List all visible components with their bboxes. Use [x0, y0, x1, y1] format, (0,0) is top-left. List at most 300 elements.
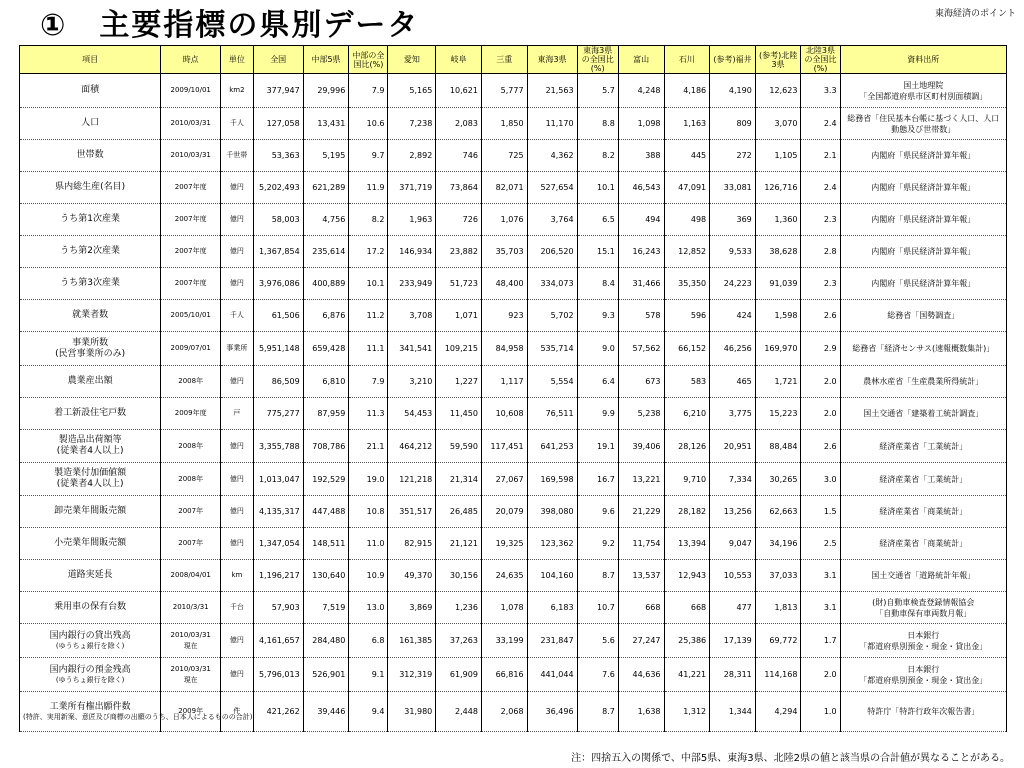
column-header: 単位 [221, 46, 254, 74]
row-value-cell: 398,080 [527, 496, 577, 528]
table-row [20, 592, 1007, 624]
row-value-cell: 59,590 [436, 430, 482, 463]
row-value-cell: 5.7 [577, 74, 618, 108]
column-header: 中部5県 [303, 46, 349, 74]
table-row [20, 692, 1007, 732]
row-item-label: 工業所有権出願件数 [49, 702, 131, 712]
row-value-cell: 35,350 [664, 268, 710, 300]
row-value-cell: 494 [618, 204, 664, 236]
row-value-cell: 6,210 [664, 398, 710, 430]
row-value-cell: 1,813 [755, 592, 801, 624]
table-row [20, 300, 1007, 332]
row-value-cell: 1.5 [801, 496, 840, 528]
row-value-cell: 746 [436, 140, 482, 172]
row-item-label: 国内銀行の預金残高 [49, 665, 131, 675]
row-value-cell: 28,311 [710, 658, 756, 692]
row-value-cell: 13,256 [710, 496, 756, 528]
row-value-cell: 272 [710, 140, 756, 172]
column-header: (参考)福井 [710, 46, 756, 74]
row-value-cell: 2.1 [801, 140, 840, 172]
table-row [20, 172, 1007, 204]
row-value-cell: 34,196 [755, 528, 801, 560]
row-value-cell: 33,199 [481, 624, 527, 658]
indicator-table [19, 45, 1007, 732]
row-value-cell: 11,754 [618, 528, 664, 560]
row-item-label: 製造品出荷額等 (従業者4人以上) [56, 435, 124, 456]
row-value-cell: 2.5 [801, 528, 840, 560]
row-value-cell: 1,963 [388, 204, 436, 236]
table-row [20, 332, 1007, 366]
row-value-cell: 206,520 [527, 236, 577, 268]
row-value-cell: 5,195 [303, 140, 349, 172]
row-value-cell: 7,238 [388, 108, 436, 140]
row-value-cell: 312,319 [388, 658, 436, 692]
row-item-label: 国内銀行の貸出残高 [49, 631, 131, 641]
row-value-cell: 5,951,148 [253, 332, 303, 366]
row-value-cell: 66,152 [664, 332, 710, 366]
row-value-cell: 66,816 [481, 658, 527, 692]
row-value-cell: 19,325 [481, 528, 527, 560]
row-value-cell: 4,756 [303, 204, 349, 236]
row-item-cell [20, 300, 161, 332]
row-item-label: 世帯数 [76, 150, 104, 160]
table-row [20, 463, 1007, 496]
table-row [20, 74, 1007, 108]
row-value-cell: 1,076 [481, 204, 527, 236]
row-value-cell: 6,183 [527, 592, 577, 624]
row-source-cell: 内閣府「県民経済計算年報」 [840, 268, 1006, 300]
column-header: 項目 [20, 46, 161, 74]
row-value-cell: 146,934 [388, 236, 436, 268]
row-value-cell: 25,386 [664, 624, 710, 658]
row-value-cell: 114,168 [755, 658, 801, 692]
row-value-cell: 31,466 [618, 268, 664, 300]
row-unit-cell: km2 [221, 74, 254, 108]
table-row [20, 204, 1007, 236]
row-value-cell: 6.4 [577, 366, 618, 398]
row-item-label: 卸売業年間販売額 [54, 506, 127, 516]
row-value-cell: 169,970 [755, 332, 801, 366]
row-unit-cell: 千人 [221, 300, 254, 332]
row-value-cell: 62,663 [755, 496, 801, 528]
row-value-cell: 10.8 [349, 496, 388, 528]
row-item-label: 小売業年間販売額 [54, 538, 127, 548]
row-unit-cell: 億円 [221, 496, 254, 528]
row-value-cell: 3,976,086 [253, 268, 303, 300]
row-unit-cell: 億円 [221, 430, 254, 463]
row-value-cell: 3,775 [710, 398, 756, 430]
row-value-cell: 351,517 [388, 496, 436, 528]
row-value-cell: 29,996 [303, 74, 349, 108]
row-value-cell: 48,400 [481, 268, 527, 300]
row-value-cell: 117,451 [481, 430, 527, 463]
row-value-cell: 7.9 [349, 74, 388, 108]
row-value-cell: 2.0 [801, 658, 840, 692]
row-value-cell: 16.7 [577, 463, 618, 496]
row-value-cell: 61,909 [436, 658, 482, 692]
row-value-cell: 12,623 [755, 74, 801, 108]
row-value-cell: 6,810 [303, 366, 349, 398]
row-value-cell: 447,488 [303, 496, 349, 528]
row-value-cell: 33,081 [710, 172, 756, 204]
row-item-label: 県内総生産(名目) [55, 182, 126, 192]
row-value-cell: 465 [710, 366, 756, 398]
row-date-cell: 2007年 [161, 496, 221, 528]
row-value-cell: 6.5 [577, 204, 618, 236]
row-date-cell: 2008年 [161, 463, 221, 496]
row-value-cell: 21,314 [436, 463, 482, 496]
row-value-cell: 123,362 [527, 528, 577, 560]
row-value-cell: 2,068 [481, 692, 527, 732]
row-value-cell: 2,892 [388, 140, 436, 172]
row-value-cell: 400,889 [303, 268, 349, 300]
row-value-cell: 583 [664, 366, 710, 398]
row-value-cell: 5,202,493 [253, 172, 303, 204]
row-source-cell: 内閣府「県民経済計算年報」 [840, 204, 1006, 236]
row-value-cell: 8.8 [577, 108, 618, 140]
row-value-cell: 24,635 [481, 560, 527, 592]
row-value-cell: 1,105 [755, 140, 801, 172]
row-value-cell: 16,243 [618, 236, 664, 268]
column-header: 北陸3県の全国比(%) [801, 46, 840, 74]
row-value-cell: 37,033 [755, 560, 801, 592]
row-value-cell: 44,636 [618, 658, 664, 692]
row-value-cell: 35,703 [481, 236, 527, 268]
row-value-cell: 809 [710, 108, 756, 140]
row-value-cell: 39,446 [303, 692, 349, 732]
column-header: 時点 [161, 46, 221, 74]
row-value-cell: 2.6 [801, 430, 840, 463]
table-row [20, 496, 1007, 528]
row-value-cell: 57,903 [253, 592, 303, 624]
row-value-cell: 20,079 [481, 496, 527, 528]
row-item-cell [20, 108, 161, 140]
row-value-cell: 26,485 [436, 496, 482, 528]
table-row [20, 268, 1007, 300]
column-header: 中部の全国比(%) [349, 46, 388, 74]
row-value-cell: 3.3 [801, 74, 840, 108]
row-item-label: 道路実延長 [67, 570, 113, 580]
row-value-cell: 1,360 [755, 204, 801, 236]
row-source-cell: 内閣府「県民経済計算年報」 [840, 140, 1006, 172]
row-value-cell: 1,117 [481, 366, 527, 398]
row-value-cell: 1,013,047 [253, 463, 303, 496]
row-value-cell: 30,265 [755, 463, 801, 496]
row-value-cell: 192,529 [303, 463, 349, 496]
row-item-label: 就業者数 [72, 310, 109, 320]
row-value-cell: 3.1 [801, 592, 840, 624]
row-source-cell: 経済産業省「商業統計」 [840, 496, 1006, 528]
row-value-cell: 21,121 [436, 528, 482, 560]
row-value-cell: 1,367,854 [253, 236, 303, 268]
row-value-cell: 2.4 [801, 172, 840, 204]
row-unit-cell: 事業所 [221, 332, 254, 366]
table-row [20, 560, 1007, 592]
row-value-cell: 36,496 [527, 692, 577, 732]
row-value-cell: 13,537 [618, 560, 664, 592]
row-value-cell: 1,344 [710, 692, 756, 732]
row-item-cell [20, 268, 161, 300]
row-unit-cell: 億円 [221, 366, 254, 398]
row-value-cell: 15,223 [755, 398, 801, 430]
row-item-cell [20, 74, 161, 108]
row-value-cell: 4,248 [618, 74, 664, 108]
row-value-cell: 9.2 [577, 528, 618, 560]
row-value-cell: 2.4 [801, 108, 840, 140]
row-date-cell: 2007年度 [161, 268, 221, 300]
row-value-cell: 9.9 [577, 398, 618, 430]
row-value-cell: 5,238 [618, 398, 664, 430]
row-value-cell: 84,958 [481, 332, 527, 366]
row-value-cell: 10,553 [710, 560, 756, 592]
row-item-label: 人口 [81, 118, 100, 128]
row-date-cell: 2009/07/01 [161, 332, 221, 366]
row-value-cell: 21,563 [527, 74, 577, 108]
row-source-cell: 特許庁「特許行政年次報告書」 [840, 692, 1006, 732]
row-unit-cell: 億円 [221, 528, 254, 560]
row-value-cell: 11.3 [349, 398, 388, 430]
row-value-cell: 708,786 [303, 430, 349, 463]
row-value-cell: 5,702 [527, 300, 577, 332]
row-unit-cell: 千台 [221, 592, 254, 624]
row-value-cell: 13,221 [618, 463, 664, 496]
row-value-cell: 6.8 [349, 624, 388, 658]
row-value-cell: 10.1 [577, 172, 618, 204]
row-value-cell: 5,796,013 [253, 658, 303, 692]
row-value-cell: 7.9 [349, 366, 388, 398]
row-value-cell: 31,980 [388, 692, 436, 732]
row-value-cell: 161,385 [388, 624, 436, 658]
row-value-cell: 9.3 [577, 300, 618, 332]
row-value-cell: 231,847 [527, 624, 577, 658]
row-value-cell: 76,511 [527, 398, 577, 430]
row-value-cell: 2.0 [801, 398, 840, 430]
column-header: 石川 [664, 46, 710, 74]
row-value-cell: 54,453 [388, 398, 436, 430]
row-value-cell: 1,598 [755, 300, 801, 332]
row-value-cell: 73,864 [436, 172, 482, 204]
row-value-cell: 725 [481, 140, 527, 172]
row-value-cell: 4,186 [664, 74, 710, 108]
row-date-cell: 2007年度 [161, 172, 221, 204]
row-value-cell: 1.0 [801, 692, 840, 732]
row-value-cell: 20,951 [710, 430, 756, 463]
row-value-cell: 9.6 [577, 496, 618, 528]
row-value-cell: 12,852 [664, 236, 710, 268]
row-value-cell: 2,448 [436, 692, 482, 732]
row-source-cell: 総務省「経済センサス(速報概数集計)」 [840, 332, 1006, 366]
row-value-cell: 23,882 [436, 236, 482, 268]
row-value-cell: 3,869 [388, 592, 436, 624]
row-value-cell: 464,212 [388, 430, 436, 463]
row-value-cell: 10,621 [436, 74, 482, 108]
column-header: 全国 [253, 46, 303, 74]
row-date-cell: 2008年 [161, 430, 221, 463]
table-row [20, 236, 1007, 268]
row-value-cell: 1,078 [481, 592, 527, 624]
row-date-cell: 2005/10/01 [161, 300, 221, 332]
row-item-cell [20, 398, 161, 430]
row-value-cell: 24,223 [710, 268, 756, 300]
row-value-cell: 28,182 [664, 496, 710, 528]
row-value-cell: 51,723 [436, 268, 482, 300]
row-value-cell: 10.1 [349, 268, 388, 300]
row-value-cell: 284,480 [303, 624, 349, 658]
row-item-cell [20, 236, 161, 268]
row-value-cell: 9.4 [349, 692, 388, 732]
row-value-cell: 121,218 [388, 463, 436, 496]
row-item-note: (ゆうちょ銀行を除く) [55, 642, 125, 650]
row-value-cell: 9,533 [710, 236, 756, 268]
row-value-cell: 596 [664, 300, 710, 332]
row-value-cell: 109,215 [436, 332, 482, 366]
row-value-cell: 1,196,217 [253, 560, 303, 592]
row-value-cell: 17,139 [710, 624, 756, 658]
row-value-cell: 1,850 [481, 108, 527, 140]
row-value-cell: 1,071 [436, 300, 482, 332]
row-value-cell: 1,236 [436, 592, 482, 624]
row-value-cell: 87,959 [303, 398, 349, 430]
row-value-cell: 41,221 [664, 658, 710, 692]
row-value-cell: 148,511 [303, 528, 349, 560]
row-value-cell: 3,764 [527, 204, 577, 236]
row-value-cell: 11.2 [349, 300, 388, 332]
row-source-cell: 経済産業省「商業統計」 [840, 528, 1006, 560]
row-item-label: うち第2次産業 [60, 246, 121, 256]
table-row [20, 140, 1007, 172]
column-header: 愛知 [388, 46, 436, 74]
row-value-cell: 13,431 [303, 108, 349, 140]
row-value-cell: 8.7 [577, 692, 618, 732]
row-value-cell: 19.1 [577, 430, 618, 463]
row-value-cell: 1,163 [664, 108, 710, 140]
row-value-cell: 53,363 [253, 140, 303, 172]
row-value-cell: 10.6 [349, 108, 388, 140]
row-value-cell: 4,362 [527, 140, 577, 172]
row-source-cell: 農林水産省「生産農業所得統計」 [840, 366, 1006, 398]
row-value-cell: 19.0 [349, 463, 388, 496]
row-date-cell: 2010/03/31 現在 [161, 624, 221, 658]
row-value-cell: 445 [664, 140, 710, 172]
row-value-cell: 1,721 [755, 366, 801, 398]
row-value-cell: 11.1 [349, 332, 388, 366]
row-value-cell: 49,370 [388, 560, 436, 592]
row-value-cell: 2.8 [801, 236, 840, 268]
row-item-note: (ゆうちょ銀行を除く) [55, 676, 125, 684]
row-value-cell: 4,161,657 [253, 624, 303, 658]
row-value-cell: 1,347,054 [253, 528, 303, 560]
row-value-cell: 4,135,317 [253, 496, 303, 528]
row-source-cell: 総務省「国勢調査」 [840, 300, 1006, 332]
column-header: 東海3県 [527, 46, 577, 74]
row-value-cell: 82,915 [388, 528, 436, 560]
row-unit-cell: 億円 [221, 624, 254, 658]
row-value-cell: 21,229 [618, 496, 664, 528]
row-value-cell: 15.1 [577, 236, 618, 268]
row-value-cell: 6,876 [303, 300, 349, 332]
row-item-cell [20, 624, 161, 658]
row-item-cell [20, 430, 161, 463]
row-value-cell: 11.0 [349, 528, 388, 560]
row-value-cell: 369 [710, 204, 756, 236]
row-value-cell: 1,312 [664, 692, 710, 732]
row-value-cell: 130,640 [303, 560, 349, 592]
row-value-cell: 9,710 [664, 463, 710, 496]
row-source-cell: 内閣府「県民経済計算年報」 [840, 172, 1006, 204]
row-value-cell: 7,519 [303, 592, 349, 624]
row-unit-cell: 億円 [221, 172, 254, 204]
row-item-cell [20, 140, 161, 172]
row-value-cell: 498 [664, 204, 710, 236]
row-date-cell: 2009年 [161, 692, 221, 732]
row-item-label: 乗用車の保有台数 [54, 602, 127, 612]
row-value-cell: 421,262 [253, 692, 303, 732]
row-unit-cell: 戸 [221, 398, 254, 430]
row-value-cell: 3.1 [801, 560, 840, 592]
row-value-cell: 2.3 [801, 204, 840, 236]
row-value-cell: 39,406 [618, 430, 664, 463]
row-source-cell: (財)自動車検査登録情報協会 「自動車保有車両数月報」 [840, 592, 1006, 624]
row-item-label: 事業所数 (民営事業所のみ) [55, 337, 126, 359]
row-date-cell: 2007年 [161, 528, 221, 560]
row-value-cell: 57,562 [618, 332, 664, 366]
row-value-cell: 4,190 [710, 74, 756, 108]
row-item-cell [20, 204, 161, 236]
row-value-cell: 4,294 [755, 692, 801, 732]
row-unit-cell: 億円 [221, 236, 254, 268]
row-date-cell: 2009年度 [161, 398, 221, 430]
row-value-cell: 46,256 [710, 332, 756, 366]
row-item-label: 製造業付加価値額 (従業者4人以上) [54, 468, 127, 489]
row-value-cell: 9.1 [349, 658, 388, 692]
row-unit-cell: 億円 [221, 463, 254, 496]
row-item-cell [20, 172, 161, 204]
table-row [20, 108, 1007, 140]
row-value-cell: 38,628 [755, 236, 801, 268]
row-value-cell: 775,277 [253, 398, 303, 430]
row-value-cell: 9.0 [577, 332, 618, 366]
row-source-cell: 国土地理院 「全国都道府県市区町村別面積調」 [840, 74, 1006, 108]
row-value-cell: 5,554 [527, 366, 577, 398]
row-value-cell: 10.9 [349, 560, 388, 592]
row-value-cell: 11,170 [527, 108, 577, 140]
row-date-cell: 2010/3/31 [161, 592, 221, 624]
row-item-cell [20, 332, 161, 366]
row-value-cell: 28,126 [664, 430, 710, 463]
row-value-cell: 2,083 [436, 108, 482, 140]
row-value-cell: 5.6 [577, 624, 618, 658]
row-value-cell: 86,509 [253, 366, 303, 398]
row-unit-cell: 億円 [221, 658, 254, 692]
row-value-cell: 2.9 [801, 332, 840, 366]
row-date-cell: 2008年 [161, 366, 221, 398]
row-value-cell: 82,071 [481, 172, 527, 204]
row-value-cell: 1,098 [618, 108, 664, 140]
row-date-cell: 2010/03/31 [161, 108, 221, 140]
row-source-cell: 内閣府「県民経済計算年報」 [840, 236, 1006, 268]
row-value-cell: 233,949 [388, 268, 436, 300]
row-value-cell: 527,654 [527, 172, 577, 204]
column-header: 三重 [481, 46, 527, 74]
row-unit-cell: 億円 [221, 268, 254, 300]
row-value-cell: 12,943 [664, 560, 710, 592]
row-item-label: うち第3次産業 [60, 278, 121, 288]
row-value-cell: 578 [618, 300, 664, 332]
header-row [20, 46, 1007, 74]
row-value-cell: 3,355,788 [253, 430, 303, 463]
row-value-cell: 659,428 [303, 332, 349, 366]
row-value-cell: 30,156 [436, 560, 482, 592]
